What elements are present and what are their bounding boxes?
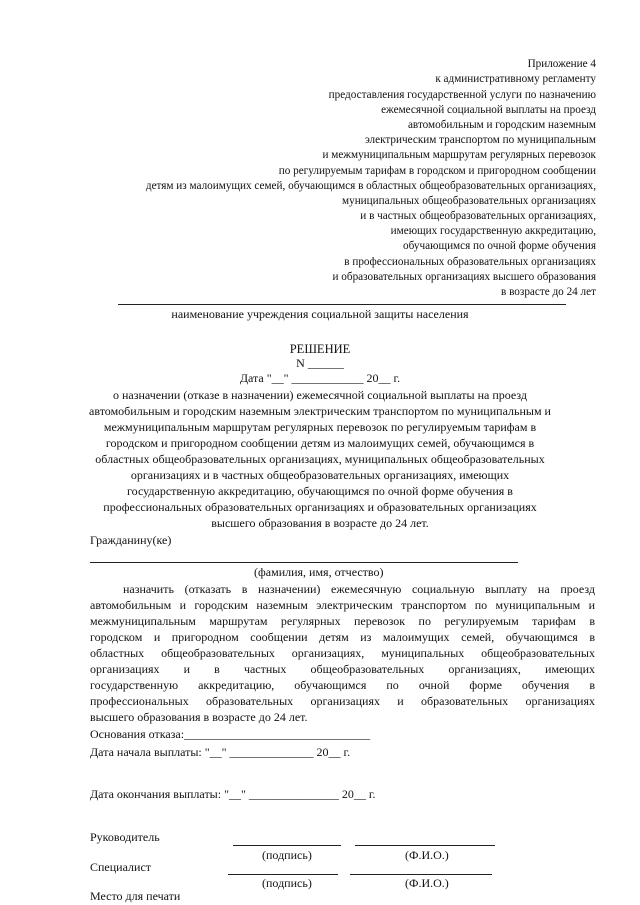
decision-number: N ______: [296, 356, 344, 370]
subject-line: городском и пригородном сообщении детям из малоимущих семей, обучающимся в: [105, 436, 535, 450]
header-line: электрическим транспортом по муниципальным: [364, 134, 596, 146]
payment-end-date-field: Дата окончания выплаты: "__" _______________ 20__ г.: [90, 787, 376, 801]
head-signature-line: [233, 845, 341, 846]
header-line: имеющих государственную аккредитацию,: [390, 225, 596, 237]
subject-line: областных общеобразовательных организациях, муниципальных общеобразовательных: [95, 452, 545, 466]
header-line: в профессиональных образовательных организациях: [344, 256, 596, 268]
refusal-reason-field: Основания отказа:_______________________________: [90, 727, 371, 741]
citizen-caption: (фамилия, имя, отчество): [254, 565, 384, 579]
body-line: высшего образования в возрасте до 24 лет.: [90, 710, 308, 724]
body-line: назначить (отказать в назначении) ежемесячную социальную выплату на проезд: [123, 582, 595, 596]
payment-start-date-field: Дата начала выплаты: "__" ______________ 20__ г.: [90, 745, 351, 759]
subject-line: межмуниципальным маршрутам регулярных перевозок по регулируемым тарифам в: [103, 420, 537, 434]
body-line: государственную аккредитацию, обучающимся по очной форме обучения в: [90, 678, 595, 692]
head-name-caption: (Ф.И.О.): [405, 848, 449, 862]
body-line: организациях и в частных общеобразовательных организациях, имеющих: [90, 662, 595, 676]
citizen-name-line: [90, 562, 518, 563]
specialist-name-line: [350, 874, 492, 875]
specialist-signature-line: [228, 874, 338, 875]
specialist-label: Специалист: [90, 860, 152, 874]
header-line: и в частных общеобразовательных организациях,: [360, 210, 596, 222]
header-line: в возрасте до 24 лет: [501, 286, 596, 298]
subject-line: высшего образования в возрасте до 24 лет.: [211, 516, 429, 530]
header-line: Приложение 4: [527, 58, 596, 70]
header-line: предоставления государственной услуги по назначению: [328, 89, 596, 101]
head-label: Руководитель: [90, 830, 160, 844]
decision-title: РЕШЕНИЕ: [289, 342, 351, 356]
institution-caption: наименование учреждения социальной защиты населения: [171, 307, 469, 321]
institution-line: [118, 304, 566, 305]
header-line: муниципальных общеобразовательных организациях: [342, 195, 596, 207]
header-line: по регулируемым тарифам в городском и пригородном сообщении: [278, 165, 596, 177]
header-line: и образовательных организациях высшего образования: [332, 271, 596, 283]
specialist-name-caption: (Ф.И.О.): [405, 876, 449, 890]
body-line: межмуниципальным маршрутам регулярных перевозок по регулируемым тарифам в: [90, 614, 595, 628]
header-line: обучающимся по очной форме обучения: [403, 240, 596, 252]
header-line: автомобильным и городским наземным: [407, 119, 596, 131]
header-line: ежемесячной социальной выплаты на проезд: [381, 104, 596, 116]
body-line: автомобильным и городским наземным электрическим транспортом по муниципальным и: [90, 598, 595, 612]
subject-line: о назначении (отказе в назначении) ежемесячной социальной выплаты на проезд: [112, 388, 528, 402]
header-line: и межмуниципальным маршрутам регулярных перевозок: [322, 149, 596, 161]
body-line: городском и пригородном сообщении детям из малоимущих семей, обучающимся в: [90, 630, 595, 644]
subject-line: автомобильным и городским наземным электрическим транспортом по муниципальным и: [89, 404, 551, 418]
decision-date: Дата "__" ____________ 20__ г.: [239, 371, 401, 385]
subject-line: государственную аккредитацию, обучающимся по очной форме обучения в: [127, 484, 513, 498]
header-line: детям из малоимущих семей, обучающимся в областных общеобразовательных организациях,: [145, 180, 596, 192]
head-signature-caption: (подпись): [262, 848, 312, 862]
subject-line: организациях и в частных общеобразовательных организациях, имеющих: [130, 468, 510, 482]
head-name-line: [355, 845, 495, 846]
subject-line: профессиональных образовательных организациях и образовательных организациях: [103, 500, 537, 514]
body-line: профессиональных образовательных организациях и образовательных организациях: [90, 694, 595, 708]
body-line: областных общеобразовательных организациях, муниципальных общеобразовательных: [90, 646, 595, 660]
stamp-place: Место для печати: [90, 889, 181, 903]
citizen-label: Гражданину(ке): [90, 533, 172, 547]
specialist-signature-caption: (подпись): [262, 876, 312, 890]
header-line: к административному регламенту: [435, 73, 596, 85]
